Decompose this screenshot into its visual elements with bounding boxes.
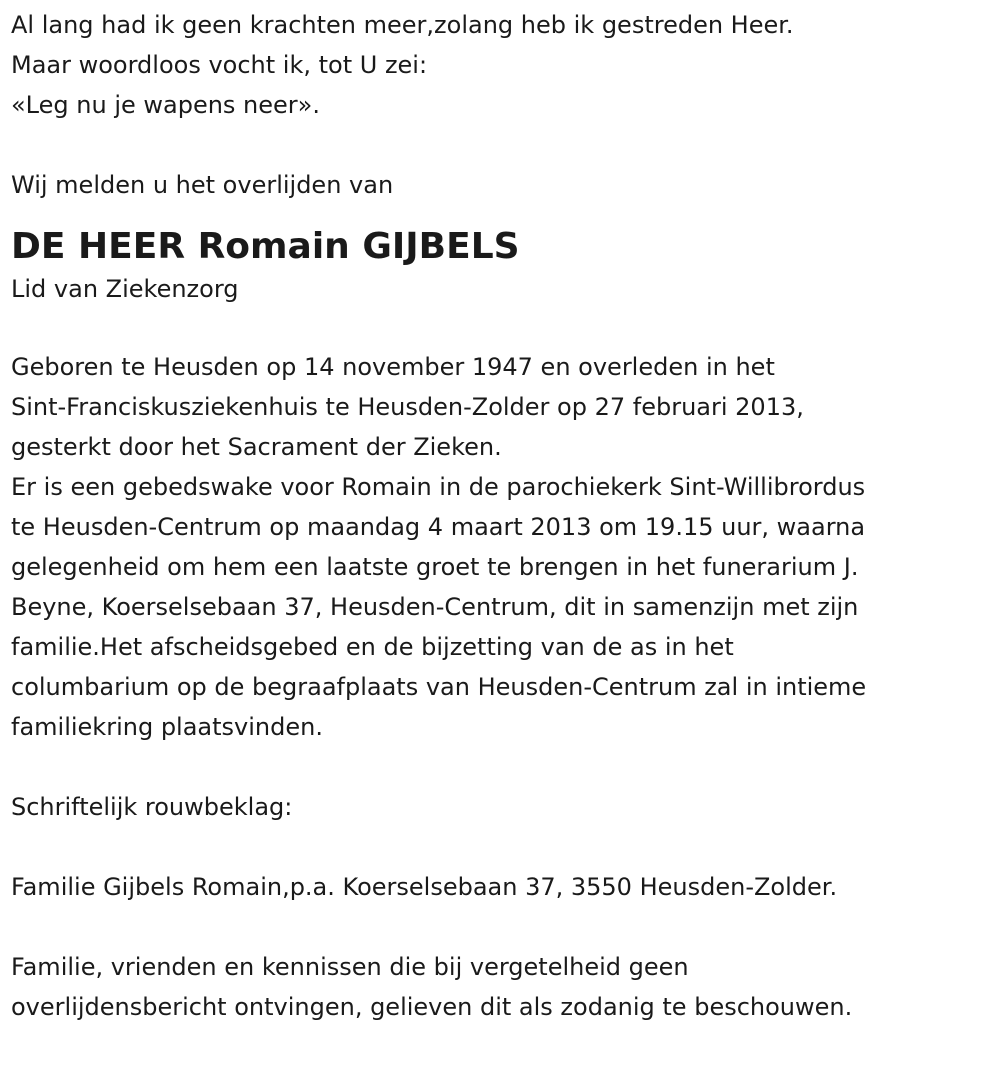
spacer [11,827,986,867]
deceased-membership: Lid van Ziekenzorg [11,275,239,303]
closing-note [11,947,986,1027]
poem-line: «Leg nu je wapens neer». [11,91,320,119]
closing-line: Familie, vrienden en kennissen die bij vergetelheid geen [11,953,689,981]
body-line: Er is een gebedswake voor Romain in de parochiekerk Sint-Willibrordus [11,473,866,501]
poem [11,5,986,125]
closing-line: overlijdensbericht ontvingen, gelieven dit als zodanig te beschouwen. [11,993,853,1021]
condolences-label: Schriftelijk rouwbeklag: [11,793,293,821]
body-line: Geboren te Heusden op 14 november 1947 en overleden in het [11,353,775,381]
obituary-notice [11,5,986,1027]
deceased-name: DE HEER Romain GIJBELS [11,226,520,267]
poem-line: Maar woordloos vocht ik, tot U zei: [11,51,428,79]
spacer [11,307,986,347]
intro-text: Wij melden u het overlijden van [11,171,394,199]
poem-line: Al lang had ik geen krachten meer,zolang heb ik gestreden Heer. [11,11,794,39]
body-line: familiekring plaatsvinden. [11,713,323,741]
obituary-body [11,347,986,747]
body-line: familie.Het afscheidsgebed en de bijzetting van de as in het [11,633,734,661]
body-line: te Heusden-Centrum op maandag 4 maart 2013 om 19.15 uur, waarna [11,513,866,541]
body-line: Sint-Franciskusziekenhuis te Heusden-Zolder op 27 februari 2013, [11,393,804,421]
body-line: gesterkt door het Sacrament der Zieken. [11,433,502,461]
body-line: columbarium op de begraafplaats van Heusden-Centrum zal in intieme [11,673,867,701]
condolences-address: Familie Gijbels Romain,p.a. Koerselsebaan 37, 3550 Heusden-Zolder. [11,873,838,901]
body-line: Beyne, Koerselsebaan 37, Heusden-Centrum, dit in samenzijn met zijn [11,593,859,621]
spacer [11,907,986,947]
spacer [11,747,986,787]
spacer [11,125,986,165]
body-line: gelegenheid om hem een laatste groet te brengen in het funerarium J. [11,553,859,581]
